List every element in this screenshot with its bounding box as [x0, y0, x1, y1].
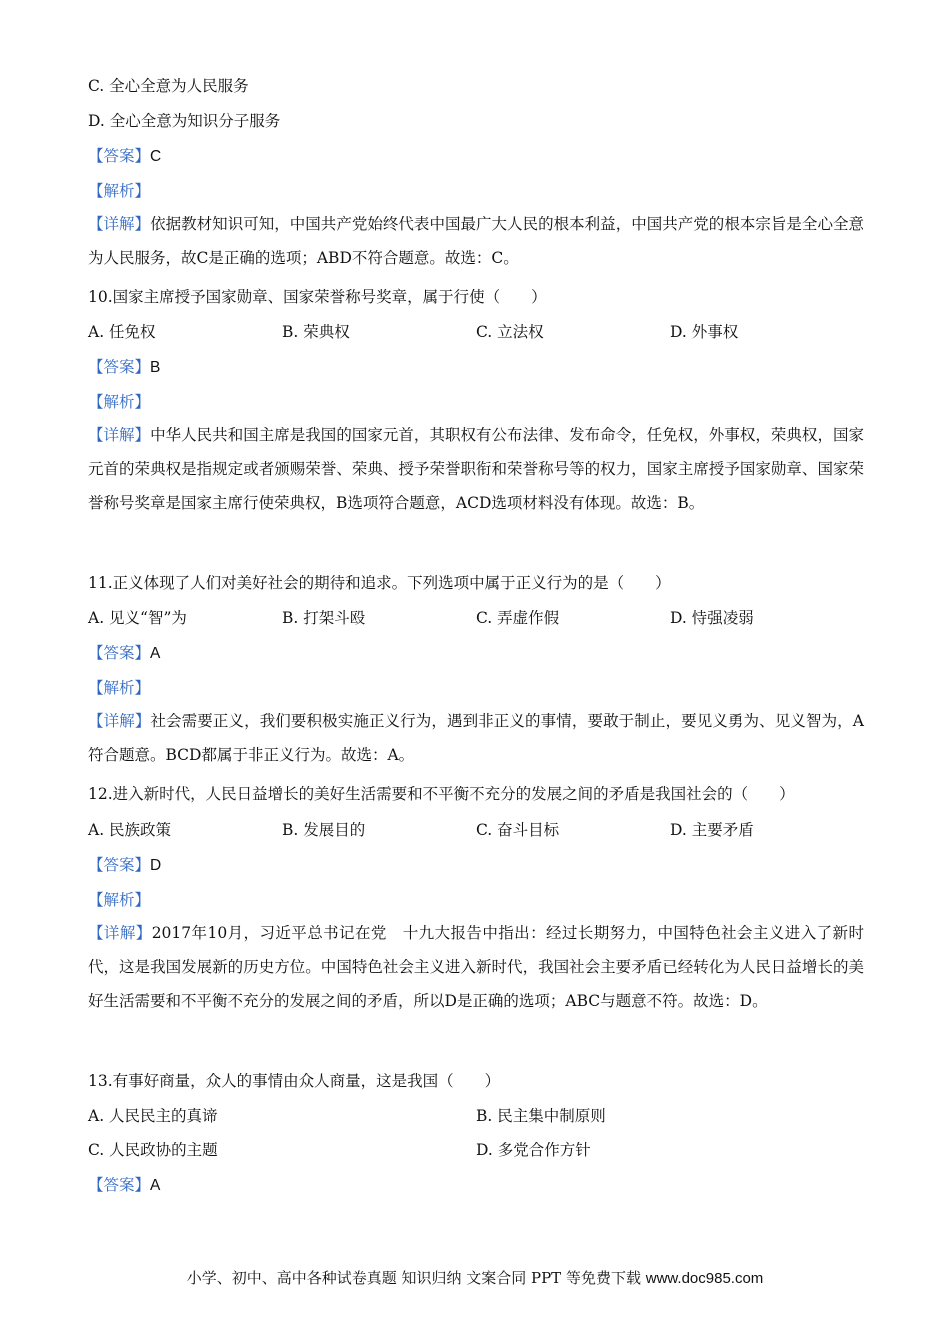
- q10-answer: [88, 357, 160, 378]
- prev-option-c: C. 全心全意为人民服务: [88, 77, 249, 95]
- q12-answer: [88, 855, 161, 876]
- q10-option-a: A. 任免权: [88, 323, 156, 341]
- q11-analysis-label: 【解析】: [88, 679, 151, 697]
- q13-option-d: D. 多党合作方针: [476, 1141, 591, 1159]
- q10-option-d: D. 外事权: [670, 323, 739, 341]
- q12-analysis-label: 【解析】: [88, 891, 151, 909]
- q12-option-c: C. 奋斗目标: [476, 821, 560, 839]
- q10-option-c: C. 立法权: [476, 323, 544, 341]
- prev-option-d: D. 全心全意为知识分子服务: [88, 112, 281, 130]
- q12-question: 12.进入新时代，人民日益增长的美好生活需要和不平衡不充分的发展之间的矛盾是我国社会的（ ）: [88, 785, 795, 803]
- answer-value: A: [150, 645, 161, 662]
- q11-option-b: B. 打架斗殴: [282, 609, 366, 627]
- q13-question: 13.有事好商量，众人的事情由众人商量，这是我国（ ）: [88, 1072, 501, 1090]
- detail-text: 中华人民共和国主席是我国的国家元首，其职权有公布法律、发布命令，任免权，外事权，荣典权，国家元首的荣典权是指规定或者颁赐荣誉、荣典、授予荣誉职衔和荣誉称号等的权力，国家主席授予国家勋章、国家荣誉称号奖章是国家主席行使荣典权，B选项符合题意，ACD选项材料没有体现。故选：B。: [88, 426, 864, 512]
- answer-label: 【答案】: [88, 856, 151, 874]
- detail-text: 社会需要正义，我们要积极实施正义行为，遇到非正义的事情，要敢于制止，要见义勇为、见义智为，A符合题意。BCD都属于非正义行为。故选：A。: [88, 712, 864, 764]
- q11-option-d: D. 恃强凌弱: [670, 609, 754, 627]
- q10-detail: [88, 418, 864, 520]
- detail-text: 依据教材知识可知，中国共产党始终代表中国最广大人民的根本利益，中国共产党的根本宗旨是全心全意为人民服务，故C是正确的选项；ABD不符合题意。故选：C。: [88, 215, 864, 267]
- q11-option-a: A. 见义“智”为: [88, 609, 187, 627]
- q11-detail: [88, 704, 864, 772]
- answer-label: 【答案】: [88, 147, 151, 165]
- answer-value: A: [150, 1177, 161, 1194]
- footer-text: 小学、初中、高中各种试卷真题 知识归纳 文案合同 PPT 等免费下载: [186, 1269, 646, 1287]
- q11-answer: [88, 643, 160, 664]
- answer-label: 【答案】: [88, 1176, 151, 1194]
- answer-value: C: [150, 148, 162, 165]
- answer-label: 【答案】: [88, 358, 151, 376]
- q11-question: 11.正义体现了人们对美好社会的期待和追求。下列选项中属于正义行为的是（ ）: [88, 574, 671, 592]
- detail-label: 【详解】: [88, 712, 151, 730]
- answer-label: 【答案】: [88, 644, 151, 662]
- page-footer: [0, 1268, 950, 1289]
- q11-option-c: C. 弄虚作假: [476, 609, 560, 627]
- q10-question: 10.国家主席授予国家勋章、国家荣誉称号奖章，属于行使（ ）: [88, 288, 547, 306]
- q10-analysis-label: 【解析】: [88, 393, 151, 411]
- q13-option-b: B. 民主集中制原则: [476, 1107, 606, 1125]
- detail-label: 【详解】: [88, 924, 152, 942]
- q13-answer: [88, 1175, 160, 1196]
- answer-value: D: [150, 857, 162, 874]
- q9-answer: [88, 146, 161, 167]
- q9-analysis-label: 【解析】: [88, 182, 151, 200]
- detail-label: 【详解】: [88, 215, 151, 233]
- answer-value: B: [150, 359, 161, 376]
- q13-option-c: C. 人民政协的主题: [88, 1141, 218, 1159]
- q12-option-a: A. 民族政策: [88, 821, 172, 839]
- footer-link[interactable]: www.doc985.com: [645, 1270, 764, 1287]
- detail-label: 【详解】: [88, 426, 151, 444]
- q12-option-b: B. 发展目的: [282, 821, 366, 839]
- q13-option-a: A. 人民民主的真谛: [88, 1107, 218, 1125]
- detail-text: 2017年10月，习近平总书记在党 十九大报告中指出：经过长期努力，中国特色社会主义进入了新时代，这是我国发展新的历史方位。中国特色社会主义进入新时代，我国社会主要矛盾已经转化为人民日益增长的美好生活需要和不平衡不充分的发展之间的矛盾，所以D是正确的选项；ABC与题意不符。故选：D。: [88, 924, 864, 1010]
- q9-detail: [88, 207, 864, 275]
- q10-option-b: B. 荣典权: [282, 323, 350, 341]
- q12-detail: [88, 916, 864, 1018]
- q12-option-d: D. 主要矛盾: [670, 821, 754, 839]
